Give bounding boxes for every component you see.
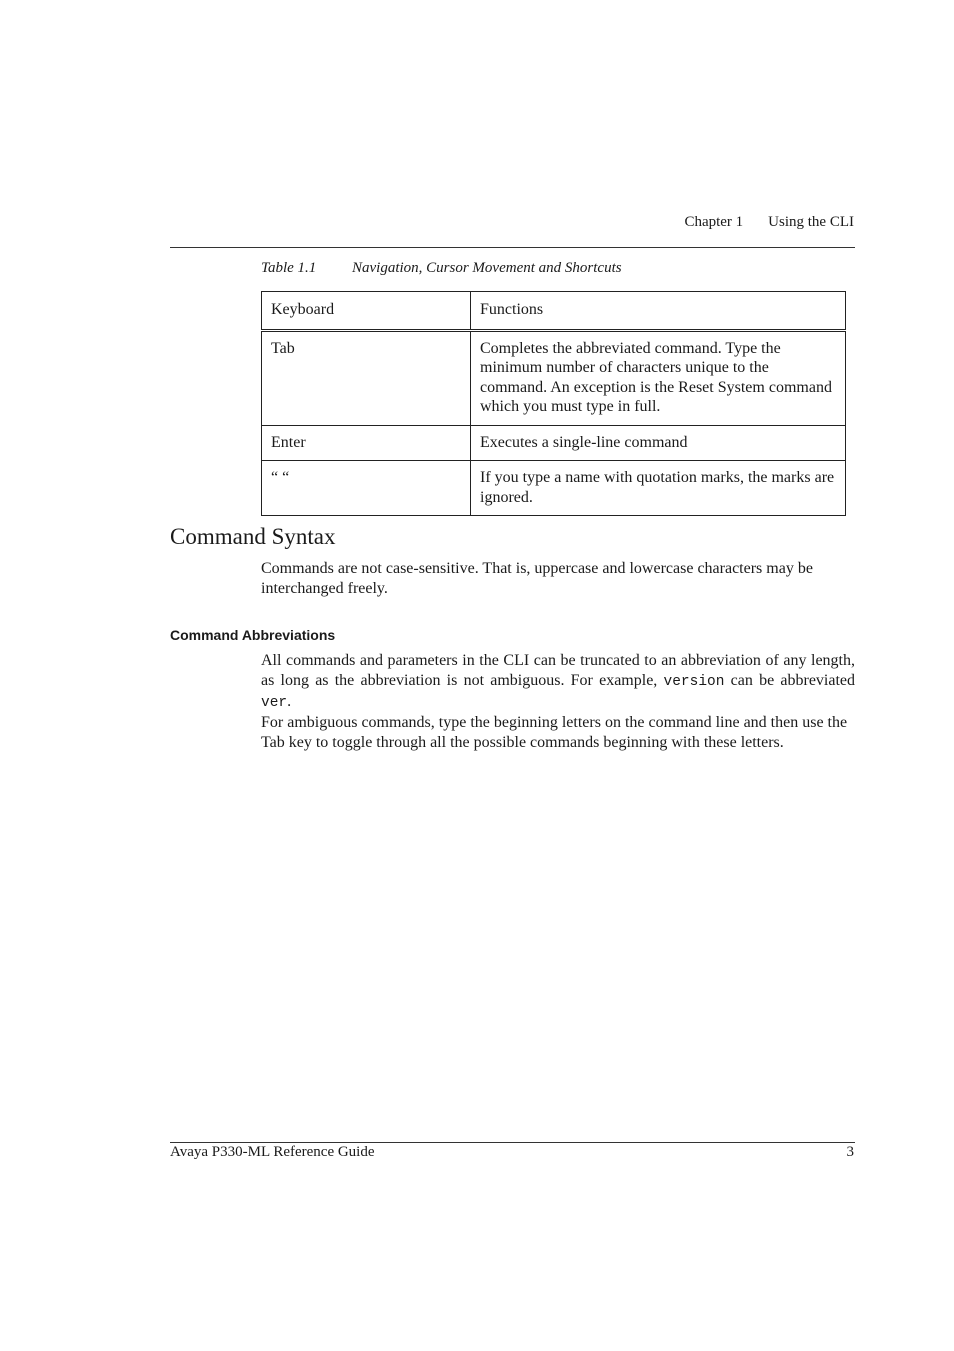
running-header xyxy=(170,214,854,236)
column-header-keyboard: Keyboard xyxy=(262,292,471,331)
table-header-row xyxy=(262,292,846,331)
table-row xyxy=(262,461,846,516)
chapter-number: Chapter 1 xyxy=(684,214,744,230)
footer-rule xyxy=(170,1142,855,1143)
table-row xyxy=(262,330,846,425)
abbreviation-text-middle: can be abbreviated xyxy=(730,671,856,689)
chapter-title: Using the CLI xyxy=(768,214,854,230)
ambiguous-commands-paragraph: For ambiguous commands, type the beginning letters on the command line and then use the Tab key to toggle through all the possible commands beginning with these letters. xyxy=(261,714,848,751)
keyboard-cell: Enter xyxy=(262,425,471,461)
table-caption xyxy=(261,260,622,277)
code-ver: ver xyxy=(261,695,288,711)
function-cell: Completes the abbreviated command. Type the minimum number of characters unique to the command. An exception is the Reset System command which you must type in full. xyxy=(471,330,846,425)
function-cell: If you type a name with quotation marks, the marks are ignored. xyxy=(471,461,846,516)
table-caption-title: Navigation, Cursor Movement and Shortcuts xyxy=(352,260,622,276)
keyboard-cell: “ “ xyxy=(262,461,471,516)
function-cell: Executes a single-line command xyxy=(471,425,846,461)
section-heading: Command Syntax xyxy=(170,524,336,549)
section-intro-paragraph: Commands are not case-sensitive. That is, uppercase and lowercase characters may be interchanged freely. xyxy=(261,560,813,597)
column-header-functions: Functions xyxy=(471,292,846,331)
abbreviation-text-end: . xyxy=(287,693,292,710)
keyboard-cell: Tab xyxy=(262,330,471,425)
table-caption-label: Table 1.1 xyxy=(261,260,317,276)
abbreviation-paragraph xyxy=(261,651,855,714)
footer-title: Avaya P330-ML Reference Guide xyxy=(170,1144,375,1160)
code-version: version xyxy=(663,673,725,690)
page-number: 3 xyxy=(846,1144,854,1160)
header-rule xyxy=(170,247,855,248)
navigation-shortcuts-table xyxy=(261,291,846,516)
abbreviation-text-start: All commands and parameters in the CLI can be truncated to an abbreviation of any length, as long as the abbreviation is not ambiguous. For example, xyxy=(261,652,855,689)
table-row xyxy=(262,425,846,461)
subsection-heading: Command Abbreviations xyxy=(170,627,336,643)
